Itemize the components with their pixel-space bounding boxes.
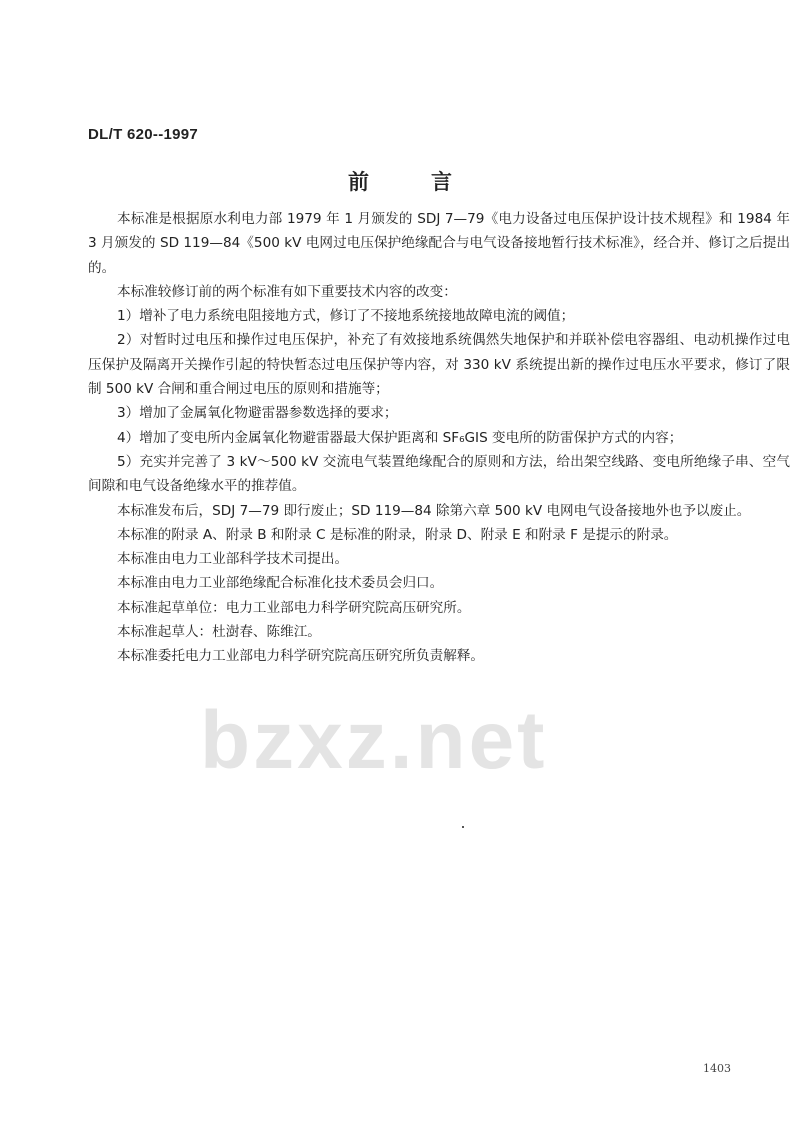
- list-item: 4）增加了变电所内金属氧化物避雷器最大保护距离和 SF₆GIS 变电所的防雷保护方式的内容；: [117, 429, 683, 446]
- paragraph: 本标准起草单位：电力工业部电力科学研究院高压研究所。: [117, 599, 471, 616]
- paragraph: 本标准是根据原水利电力部 1979 年 1 月颁发的 SDJ 7—79《电力设备过电压保护设计技术规程》和 1984 年 3 月颁发的 SD 119—84《500 kV 电网过电压保护绝缘配合与电气设备接地暂行技术标准》，经合并、修订之后提出的。: [88, 211, 790, 276]
- watermark: bzxz.net: [200, 695, 548, 786]
- scan-speck: [462, 826, 464, 828]
- paragraph: 本标准起草人：杜澍春、陈维江。: [117, 624, 321, 641]
- page-number: 1403: [703, 1062, 731, 1075]
- paragraph: 本标准发布后，SDJ 7—79 即行废止；SD 119—84 除第六章 500 kV 电网电气设备接地外也予以废止。: [117, 502, 751, 519]
- paragraph: 本标准由电力工业部绝缘配合标准化技术委员会归口。: [117, 575, 444, 592]
- list-item: 5）充实并完善了 3 kV～500 kV 交流电气装置绝缘配合的原则和方法，给出架空线路、变电所绝缘子串、空气间隙和电气设备绝缘水平的推荐值。: [88, 453, 790, 495]
- paragraph: 本标准较修订前的两个标准有如下重要技术内容的改变：: [117, 283, 457, 300]
- standard-code: DL/T 620--1997: [88, 126, 199, 143]
- page-title: 前言: [348, 170, 514, 194]
- paragraph: 本标准由电力工业部科学技术司提出。: [117, 551, 349, 568]
- list-item: 3）增加了金属氧化物避雷器参数选择的要求；: [117, 405, 398, 422]
- paragraph: 本标准的附录 A、附录 B 和附录 C 是标准的附录，附录 D、附录 E 和附录 F 是提示的附录。: [117, 526, 678, 543]
- list-item: 2）对暂时过电压和操作过电压保护，补充了有效接地系统偶然失地保护和并联补偿电容器组、电动机操作过电压保护及隔离开关操作引起的特快暂态过电压保护等内容，对 330 kV 系统提出新的操作过电压水平要求，修订了限制 500 kV 合闸和重合闸过电压的原则和措施等；: [88, 332, 790, 398]
- foreword-body: [88, 207, 790, 669]
- paragraph: 本标准委托电力工业部电力科学研究院高压研究所负责解释。: [117, 648, 485, 665]
- list-item: 1）增补了电力系统电阻接地方式，修订了不接地系统接地故障电流的阈值；: [117, 308, 575, 325]
